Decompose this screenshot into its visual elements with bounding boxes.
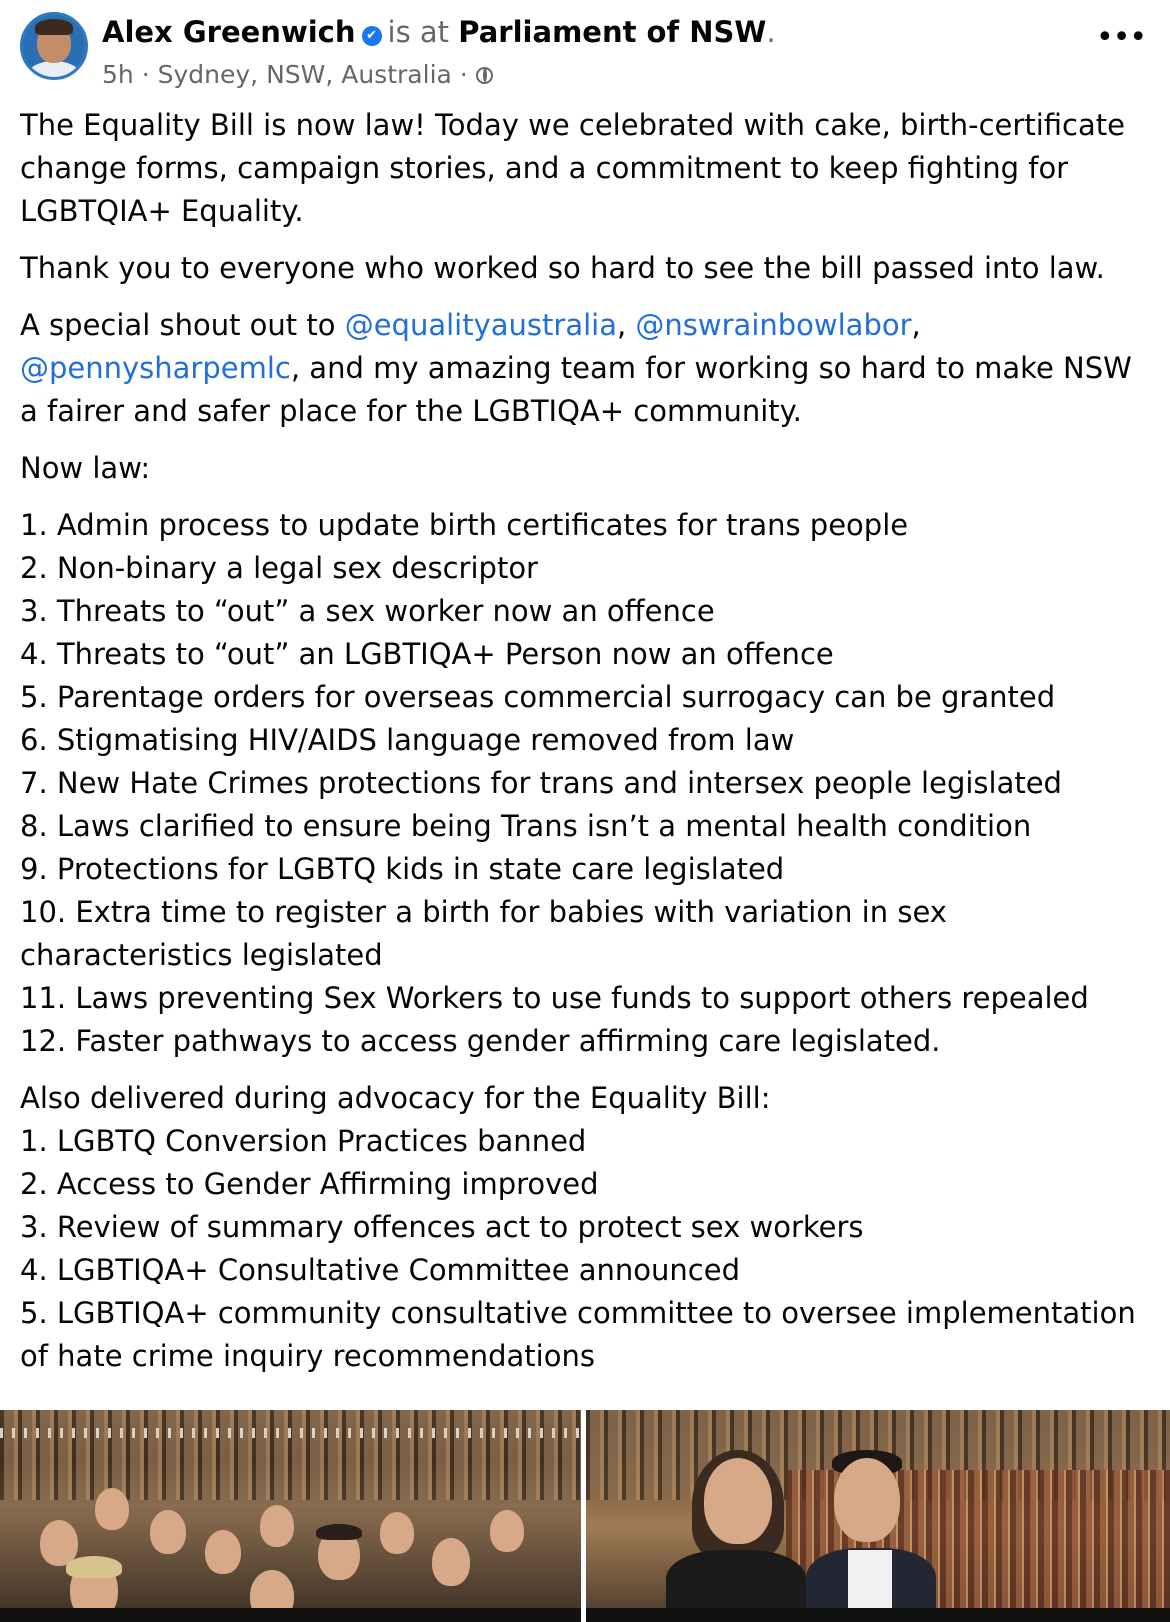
place-link[interactable]: Sydney, NSW, Australia bbox=[157, 60, 452, 89]
avatar[interactable] bbox=[20, 12, 88, 80]
timestamp[interactable]: 5h bbox=[102, 60, 134, 89]
group-photo[interactable] bbox=[0, 1410, 581, 1622]
list-item: 9. Protections for LGBTQ kids in state care legislated bbox=[20, 852, 785, 886]
list-item: 2. Non-binary a legal sex descriptor bbox=[20, 551, 538, 585]
post-shoutout bbox=[20, 304, 1145, 433]
more-options-icon[interactable]: ••• bbox=[1096, 20, 1147, 55]
list-item: 7. New Hate Crimes protections for trans and intersex people legislated bbox=[20, 766, 1062, 800]
also-delivered-heading: Also delivered during advocacy for the Equality Bill: bbox=[20, 1081, 771, 1115]
author-line bbox=[102, 15, 776, 49]
meta-separator-2: · bbox=[459, 60, 468, 89]
mention-separator: , bbox=[616, 308, 636, 342]
mention-nswrainbowlabor[interactable]: @nswrainbowlabor bbox=[635, 308, 912, 342]
photo-grid bbox=[0, 1410, 1170, 1622]
list-item: 8. Laws clarified to ensure being Trans isn’t a mental health condition bbox=[20, 809, 1032, 843]
globe-icon bbox=[476, 67, 493, 84]
list-item: 11. Laws preventing Sex Workers to use funds to support others repealed bbox=[20, 981, 1089, 1015]
shoutout-suffix: , and my amazing team for working so hard to make NSW a fairer and safer place for the LGBTIQA+ community. bbox=[20, 351, 1132, 428]
list-item: 2. Access to Gender Affirming improved bbox=[20, 1167, 599, 1201]
post-body bbox=[20, 104, 1145, 1392]
now-law-list bbox=[20, 504, 1145, 1063]
location-suffix: . bbox=[766, 15, 776, 49]
mention-separator-2: , bbox=[911, 308, 921, 342]
post-meta bbox=[102, 60, 493, 89]
list-item: 5. LGBTIQA+ community consultative committee to oversee implementation of hate crime inquiry recommendations bbox=[20, 1296, 1136, 1373]
post-intro: The Equality Bill is now law! Today we celebrated with cake, birth-certificate change forms, campaign stories, and a commitment to keep fighting for LGBTQIA+ Equality. bbox=[20, 108, 1125, 228]
checkin-connector: is at bbox=[387, 15, 450, 49]
mention-pennysharpemlc[interactable]: @pennysharpemlc bbox=[20, 351, 291, 385]
post-header bbox=[0, 0, 1170, 100]
list-item: 10. Extra time to register a birth for babies with variation in sex characteristics legislated bbox=[20, 895, 947, 972]
list-item: 5. Parentage orders for overseas commercial surrogacy can be granted bbox=[20, 680, 1056, 714]
list-item: 6. Stigmatising HIV/AIDS language removed from law bbox=[20, 723, 795, 757]
verified-badge-icon: ✔ bbox=[362, 26, 382, 46]
list-item: 4. LGBTIQA+ Consultative Committee announced bbox=[20, 1253, 740, 1287]
list-item: 3. Threats to “out” a sex worker now an offence bbox=[20, 594, 715, 628]
meta-separator: · bbox=[141, 60, 150, 89]
list-item: 1. Admin process to update birth certificates for trans people bbox=[20, 508, 909, 542]
list-item: 1. LGBTQ Conversion Practices banned bbox=[20, 1124, 587, 1158]
list-item: 3. Review of summary offences act to protect sex workers bbox=[20, 1210, 864, 1244]
list-item: 12. Faster pathways to access gender affirming care legislated. bbox=[20, 1024, 941, 1058]
portrait-photo[interactable] bbox=[586, 1410, 1170, 1622]
list-item: 4. Threats to “out” an LGBTIQA+ Person now an offence bbox=[20, 637, 834, 671]
location-link[interactable]: Parliament of NSW bbox=[458, 15, 767, 49]
mention-equalityaustralia[interactable]: @equalityaustralia bbox=[344, 308, 617, 342]
now-law-heading: Now law: bbox=[20, 451, 151, 485]
shoutout-prefix: A special shout out to bbox=[20, 308, 345, 342]
also-delivered-list bbox=[20, 1120, 1145, 1378]
author-name[interactable]: Alex Greenwich bbox=[102, 15, 356, 49]
post-thanks: Thank you to everyone who worked so hard to see the bill passed into law. bbox=[20, 251, 1105, 285]
